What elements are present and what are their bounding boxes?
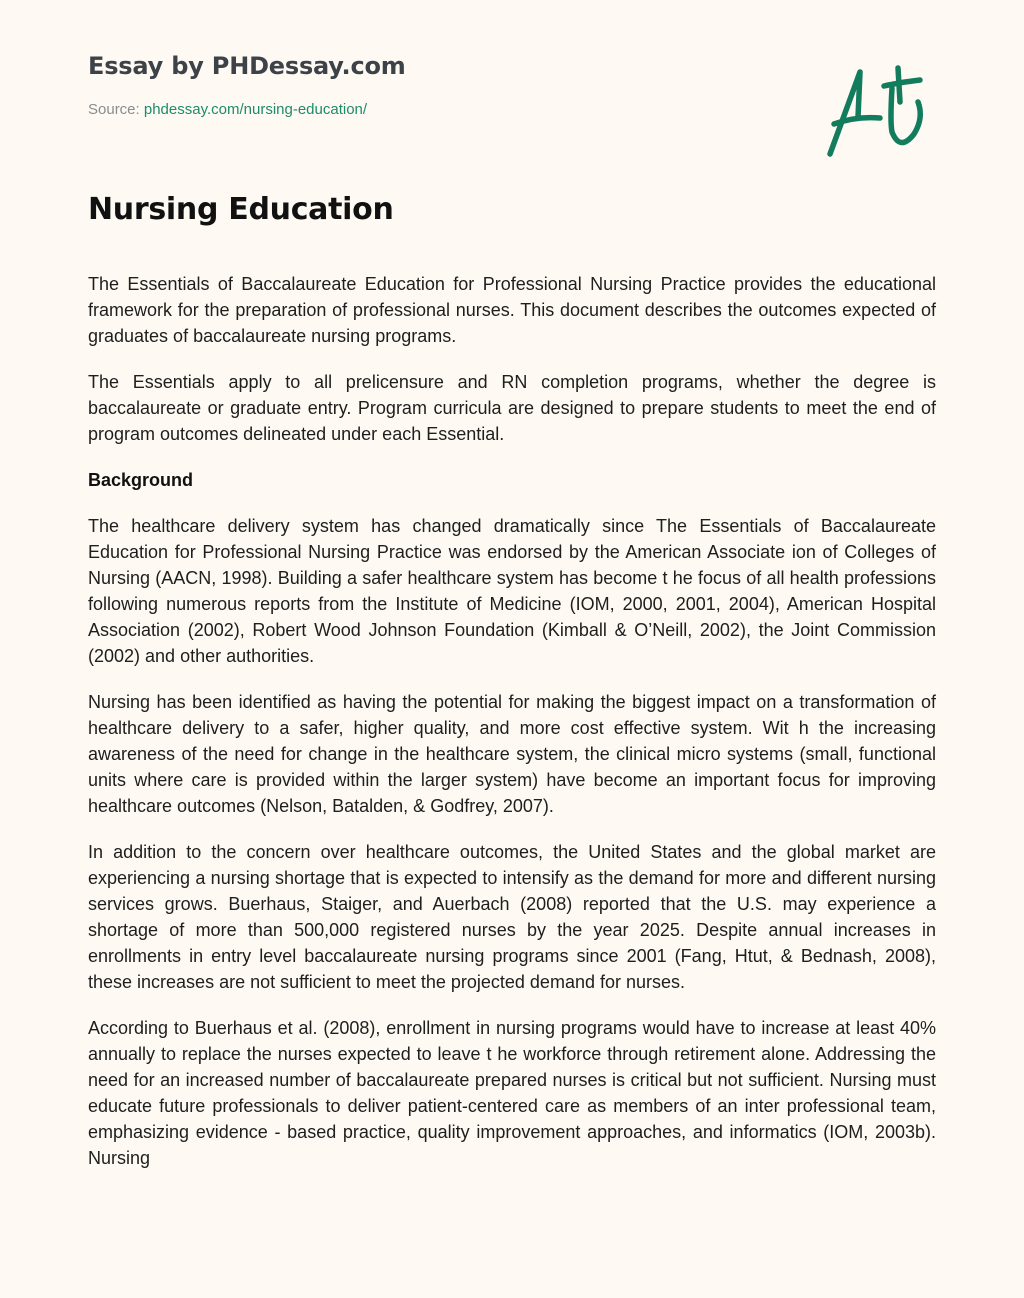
section-heading: Background <box>88 470 194 490</box>
essay-body <box>88 271 936 1191</box>
page-title: Nursing Education <box>88 192 394 227</box>
body-paragraph: Nursing has been identified as having the potential for making the biggest impact on a transformation of healthcare delivery to a safer, higher quality, and more cost effective system. Wit h the increasing awareness of the need for change in the healthcare system, the clinical micro systems (small, functional units where care is provided within the larger system) have become an important focus for improving healthcare outcomes (Nelson, Batalden, & Godfrey, 2007). <box>88 692 936 816</box>
source-label: Source: <box>88 101 144 118</box>
site-title: Essay by PHDessay.com <box>88 52 406 80</box>
intro-paragraph: The Essentials of Baccalaureate Education for Professional Nursing Practice provides the educational framework for the preparation of professional nurses. This document describes the outcomes expected of graduates of baccalaureate nursing programs. <box>88 274 936 346</box>
source-link[interactable]: phdessay.com/nursing-education/ <box>143 101 368 118</box>
intro-paragraph: The Essentials apply to all prelicensure and RN completion programs, whether the degree is baccalaureate or graduate entry. Program curricula are designed to prepare students to meet the end of program outcomes delineated under each Essential. <box>88 372 936 444</box>
a-plus-grade-icon <box>822 62 932 162</box>
source-line <box>88 100 406 120</box>
body-paragraph: The healthcare delivery system has changed dramatically since The Essentials of Baccalaureate Education for Professional Nursing Practice was endorsed by the American Associate ion of Colleges of Nursing (AACN, 1998). Building a safer healthcare system has become t he focus of all health professions following numerous reports from the Institute of Medicine (IOM, 2000, 2001, 2004), American Hospital Association (2002), Robert Wood Johnson Foundation (Kimball & O’Neill, 2002), the Joint Commission (2002) and other authorities. <box>88 516 936 666</box>
body-paragraph: In addition to the concern over healthcare outcomes, the United States and the global market are experiencing a nursing shortage that is expected to intensify as the demand for more and different nursing services grows. Buerhaus, Staiger, and Auerbach (2008) reported that the U.S. may experience a shortage of more than 500,000 registered nurses by the year 2025. Despite annual increases in enrollments in entry level baccalaureate nursing programs since 2001 (Fang, Htut, & Bednash, 2008), these increases are not sufficient to meet the projected demand for nurses. <box>88 842 936 992</box>
site-header <box>88 50 406 120</box>
body-paragraph: According to Buerhaus et al. (2008), enrollment in nursing programs would have to increase at least 40% annually to replace the nurses expected to leave t he workforce through retirement alone. Addressing the need for an increased number of baccalaureate prepared nurses is critical but not sufficient. Nursing must educate future professionals to deliver patient-centered care as members of an inter professional team, emphasizing evidence - based practice, quality improvement approaches, and informatics (IOM, 2003b). Nursing <box>88 1018 936 1168</box>
